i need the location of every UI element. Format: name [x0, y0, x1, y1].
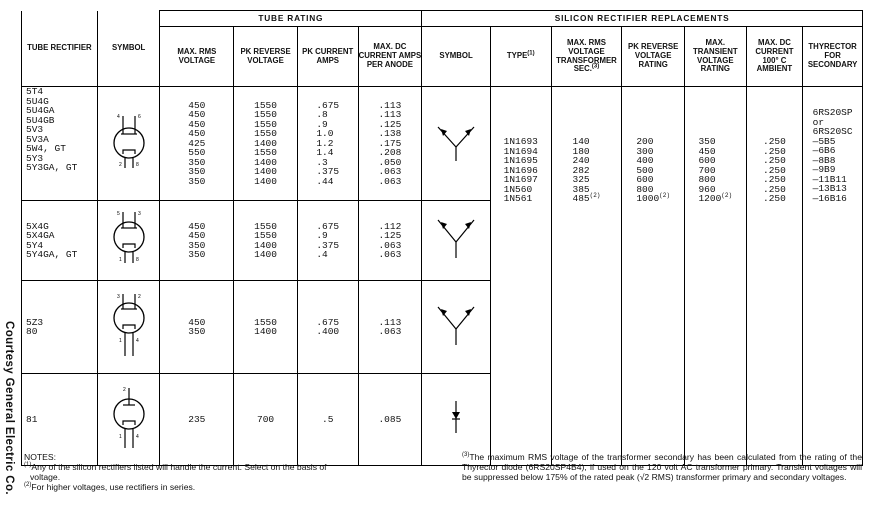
table-cell-value: 1200$^{(2)}$ — [698, 191, 733, 204]
table-cell-value: 1550 — [254, 109, 277, 121]
table-cell-value: 385 — [572, 183, 590, 195]
table-cell-value: .113 — [378, 109, 402, 121]
table-cell-value: 5Y3 — [26, 152, 44, 164]
table-cell-value: .175 — [378, 137, 402, 149]
header-silicon-replacements: SILICON RECTIFIER REPLACEMENTS — [422, 11, 863, 27]
table-cell-value: .125 — [378, 230, 402, 241]
table-cell-value: 5U4GA — [26, 105, 55, 116]
table-cell-value: .250 — [763, 174, 786, 185]
table-cell-value: 450 — [188, 128, 206, 140]
tube-symbol-group-3 — [97, 281, 160, 374]
table-cell-value: 1550 — [254, 220, 277, 232]
table-cell-value: .063 — [378, 326, 402, 337]
table-cell-value: 1N1697 — [503, 174, 538, 185]
table-cell-value: .063 — [378, 175, 402, 187]
table-cell-value: 1N1695 — [503, 155, 538, 166]
table-cell-value: 450 — [188, 316, 206, 328]
table-cell-value: 200 — [636, 136, 654, 147]
max-rms-group-3 — [160, 281, 234, 374]
table-cell-value: 450 — [188, 220, 206, 232]
table-cell-value: 400 — [636, 155, 654, 166]
table-cell-value: 1400 — [254, 326, 277, 337]
table-cell-value: 1.2 — [316, 137, 334, 149]
table-cell-value: .063 — [378, 166, 402, 178]
table-cell-value: 5U4GB — [26, 114, 55, 126]
table-cell-value: 5Y4GA, GT — [26, 249, 78, 260]
table-cell-value: 5V3A — [26, 133, 49, 145]
pin-label: 2 — [122, 387, 126, 393]
tube-symbol-group-1 — [97, 87, 160, 201]
table-cell-value: 800 — [698, 174, 716, 185]
table-cell-value: .250 — [763, 145, 786, 157]
note-2: $^{(2)}$For higher voltages, use rectifiers in series. — [24, 482, 196, 492]
header-symbol-2: SYMBOL — [422, 27, 491, 87]
footnote-marker: (2) — [589, 191, 601, 199]
silicon-dc-100 — [746, 87, 803, 466]
table-cell-value: 1N1693 — [503, 136, 538, 147]
table-cell-value: 700 — [698, 164, 716, 176]
table-cell-value: .112 — [378, 220, 402, 232]
pin-label: 2 — [118, 162, 122, 168]
tube-names-group-3 — [22, 281, 98, 374]
note-3: $^{(3)}$The maximum RMS voltage of the transformer secondary has been calculated from the rating of the Thyrector diode (6RS20SP4B4), if used on the 120 volt AC transformer primary. Transient voltages will be suppressed below 175% of the rated peak (√2 RMS) transformer primary and secondary voltages. — [462, 452, 862, 482]
table-cell-value: 800 — [636, 183, 654, 195]
pk-reverse-group-2 — [234, 201, 298, 281]
table-cell-value: 1400 — [254, 166, 277, 178]
table-cell-value: .208 — [378, 147, 402, 159]
silicon-symbol-group-3 — [422, 281, 491, 374]
table-cell-value: .8 — [316, 109, 328, 121]
table-cell-value: 350 — [698, 136, 716, 147]
table-cell-value: —5B5 — [812, 135, 836, 147]
table-cell-value: .400 — [316, 326, 340, 337]
table-cell-value: 350 — [188, 175, 206, 187]
pin-label: 1 — [118, 434, 122, 440]
full-wave-tube-symbol-icon — [105, 110, 153, 172]
silicon-thyrector — [803, 87, 863, 466]
diode-pair-symbol-icon — [432, 117, 480, 165]
table-cell-value: 6RS20SC — [812, 126, 853, 137]
table-cell-value: .138 — [378, 128, 402, 140]
pk-reverse-group-3 — [234, 281, 298, 374]
table-cell-value: 240 — [572, 155, 590, 166]
table-cell-value: 1N560 — [503, 183, 533, 195]
table-cell-value: .675 — [316, 99, 340, 111]
table-cell-value: 600 — [698, 155, 716, 166]
table-cell-value: 5Y4 — [26, 239, 44, 251]
table-cell-value: 1550 — [254, 147, 277, 159]
table-cell-value: 5X4GA — [26, 230, 55, 241]
header-max-transient: MAX. TRANSIENT VOLTAGE RATING — [684, 27, 746, 87]
table-cell-value: .250 — [763, 193, 786, 204]
table-cell-value: 1550 — [254, 128, 277, 140]
silicon-transient — [684, 87, 746, 466]
table-cell-value: .250 — [763, 155, 786, 166]
note-1: $^{(1)}$Any of the silicon rectifiers listed will handle the current. Select on the basis of — [24, 462, 327, 472]
table-cell-value: .050 — [378, 156, 402, 168]
table-cell-value: 235 — [188, 413, 206, 425]
table-cell-value: 350 — [188, 326, 206, 337]
table-cell-value: 1000$^{(2)}$ — [636, 191, 670, 204]
table-cell-value: 5W4, GT — [26, 143, 66, 154]
table-cell-value: 5U4G — [26, 95, 49, 107]
silicon-symbol-group-2 — [422, 201, 491, 281]
pin-label: 8 — [135, 257, 139, 263]
table-cell-value: 1N1694 — [503, 145, 538, 157]
single-diode-symbol-icon — [446, 397, 466, 437]
diode-pair-symbol-icon — [432, 299, 480, 351]
pin-label: 2 — [137, 293, 141, 300]
table-cell-value: —6B6 — [812, 145, 836, 156]
table-cell-value: 1400 — [254, 137, 277, 149]
table-cell-value: .063 — [378, 239, 402, 251]
pk-current-group-2 — [297, 201, 358, 281]
pin-label: 1 — [118, 337, 122, 344]
table-cell-value: —11B11 — [812, 173, 847, 185]
table-cell-value: —9B9 — [812, 164, 836, 175]
table-cell-value: 5Z3 — [26, 316, 44, 328]
table-cell-value: 5T4 — [26, 86, 44, 97]
table-cell-value: 5X4G — [26, 220, 49, 232]
table-cell-value: —16B16 — [812, 192, 847, 204]
credit-label: Courtesy General Electric Co. — [3, 321, 15, 495]
max-dc-group-3 — [358, 281, 422, 374]
tube-names-group-2 — [22, 201, 98, 281]
tube-names-group-1 — [22, 87, 98, 201]
table-cell-value: .44 — [316, 175, 334, 187]
table-cell-value: .085 — [378, 413, 402, 425]
table-cell-value: 450 — [188, 99, 206, 111]
table-cell-value: 450 — [188, 109, 206, 121]
table-cell-value: 1400 — [254, 175, 277, 187]
header-pk-reverse: PK REVERSE VOLTAGE — [234, 27, 298, 87]
table-cell-value: 1550 — [254, 118, 277, 130]
max-dc-group-1 — [358, 87, 422, 201]
tube-symbol-group-2 — [97, 201, 160, 281]
pin-label: 4 — [135, 337, 139, 344]
table-cell-value: 300 — [636, 145, 654, 157]
half-wave-tube-symbol-icon — [105, 382, 153, 452]
table-cell-value: 1.0 — [316, 128, 334, 140]
table-cell-value: —8B8 — [812, 154, 836, 166]
silicon-rms-sec — [551, 87, 622, 466]
pin-label: 1 — [118, 257, 122, 263]
table-cell-value: —13B13 — [812, 183, 847, 194]
table-cell-value: 450 — [698, 145, 716, 157]
table-cell-value: 1400 — [254, 249, 277, 260]
table-cell-value: 282 — [572, 164, 590, 176]
header-max-rms: MAX. RMS VOLTAGE — [160, 27, 234, 87]
table-cell-value: 1400 — [254, 239, 277, 251]
table-cell-value: .4 — [316, 249, 328, 260]
notes-block — [24, 452, 424, 492]
table-cell-value: .5 — [322, 413, 334, 425]
table-cell-value: .375 — [316, 166, 340, 178]
table-cell-value: 1400 — [254, 156, 277, 168]
table-cell-value: 450 — [188, 230, 206, 241]
pin-label: 3 — [116, 293, 120, 300]
table-cell-value: 485$^{(2)}$ — [572, 191, 601, 204]
pin-label: 3 — [137, 211, 141, 217]
pin-label: 4 — [116, 114, 120, 120]
header-thyrector: THYRECTOR FOR SECONDARY — [803, 27, 863, 87]
notes-title: NOTES: — [24, 452, 56, 462]
table-cell-value: 350 — [188, 239, 206, 251]
table-cell-value: .250 — [763, 183, 786, 195]
note-1-cont: voltage. — [30, 472, 61, 482]
header-type: TYPE$^{(1)}$ — [490, 27, 551, 87]
table-cell-value: .063 — [378, 249, 402, 260]
pk-current-group-3 — [297, 281, 358, 374]
table-cell-value: 5Y3GA, GT — [26, 162, 78, 173]
header-pk-current: PK CURRENT AMPS — [297, 27, 358, 87]
diode-pair-symbol-icon — [432, 212, 480, 264]
footnote-marker: (2) — [721, 191, 733, 199]
table-cell-value: .250 — [763, 164, 786, 176]
header-tube-rating: TUBE RATING — [160, 11, 422, 27]
max-rms-group-2 — [160, 201, 234, 281]
pk-reverse-group-1 — [234, 87, 298, 201]
silicon-types — [490, 87, 551, 466]
pin-label: 4 — [135, 434, 139, 440]
table-cell-value: 1N1696 — [503, 164, 538, 176]
pin-label: 8 — [135, 162, 139, 168]
table-cell-value: 80 — [26, 326, 38, 337]
table-cell-value: 5V3 — [26, 124, 44, 135]
header-symbol: SYMBOL — [97, 11, 160, 87]
rectifier-replacement-table — [21, 10, 863, 466]
silicon-pk-rev-rating — [622, 87, 685, 466]
table-cell-value: 425 — [188, 137, 206, 149]
table-cell-value: 500 — [636, 164, 654, 176]
table-cell-value: 550 — [188, 147, 206, 159]
table-cell-value: .9 — [316, 118, 328, 130]
header-pk-reverse-rating: PK REVERSE VOLTAGE RATING — [622, 27, 685, 87]
table-cell-value: 350 — [188, 166, 206, 178]
table-cell-value: 350 — [188, 156, 206, 168]
table-cell-value: 325 — [572, 174, 590, 185]
table-cell-value: 81 — [26, 413, 38, 425]
table-cell-value: .375 — [316, 239, 340, 251]
table-cell-value: 350 — [188, 249, 206, 260]
max-rms-group-1 — [160, 87, 234, 201]
table-cell-value: 6RS20SP — [812, 107, 853, 118]
table-cell-value: .3 — [316, 156, 328, 168]
full-wave-tube-symbol-icon — [105, 290, 153, 360]
table-cell-value: 1550 — [254, 316, 277, 328]
table-cell-value: .9 — [316, 230, 328, 241]
table-cell-value: or — [812, 116, 825, 128]
header-max-dc-100: MAX. DC CURRENT 100° C AMBIENT — [746, 27, 803, 87]
table-cell-value: .113 — [378, 316, 402, 328]
table-cell-value: .675 — [316, 220, 340, 232]
header-tube-rectifier: TUBE RECTIFIER — [22, 11, 98, 87]
table-cell-value: 700 — [257, 413, 275, 425]
table-cell-value: 1.4 — [316, 147, 334, 159]
header-max-rms-transformer: MAX. RMS VOLTAGE TRANSFORMER SEC.$^{(3)}$ — [551, 27, 622, 87]
table-cell-value: 140 — [572, 136, 590, 147]
header-max-dc: MAX. DC CURRENT AMPS PER ANODE — [358, 27, 422, 87]
table-cell-value: 180 — [572, 145, 590, 157]
table-cell-value: 600 — [636, 174, 654, 185]
silicon-symbol-group-1 — [422, 87, 491, 201]
table-cell-value: .675 — [316, 316, 340, 328]
table-cell-value: 450 — [188, 118, 206, 130]
pin-label: 5 — [116, 211, 120, 217]
table-cell-value: 1550 — [254, 230, 277, 241]
full-wave-tube-symbol-icon — [105, 207, 153, 269]
table-cell-value: 1N561 — [503, 193, 533, 204]
table-cell-value: 1550 — [254, 99, 277, 111]
table-cell-value: .125 — [378, 118, 402, 130]
pk-current-group-1 — [297, 87, 358, 201]
table-cell-value: .113 — [378, 99, 402, 111]
table-cell-value: .250 — [763, 136, 786, 147]
max-dc-group-2 — [358, 201, 422, 281]
pin-label: 6 — [137, 114, 141, 120]
footnote-marker: (2) — [659, 191, 670, 199]
table-cell-value: 960 — [698, 183, 716, 195]
